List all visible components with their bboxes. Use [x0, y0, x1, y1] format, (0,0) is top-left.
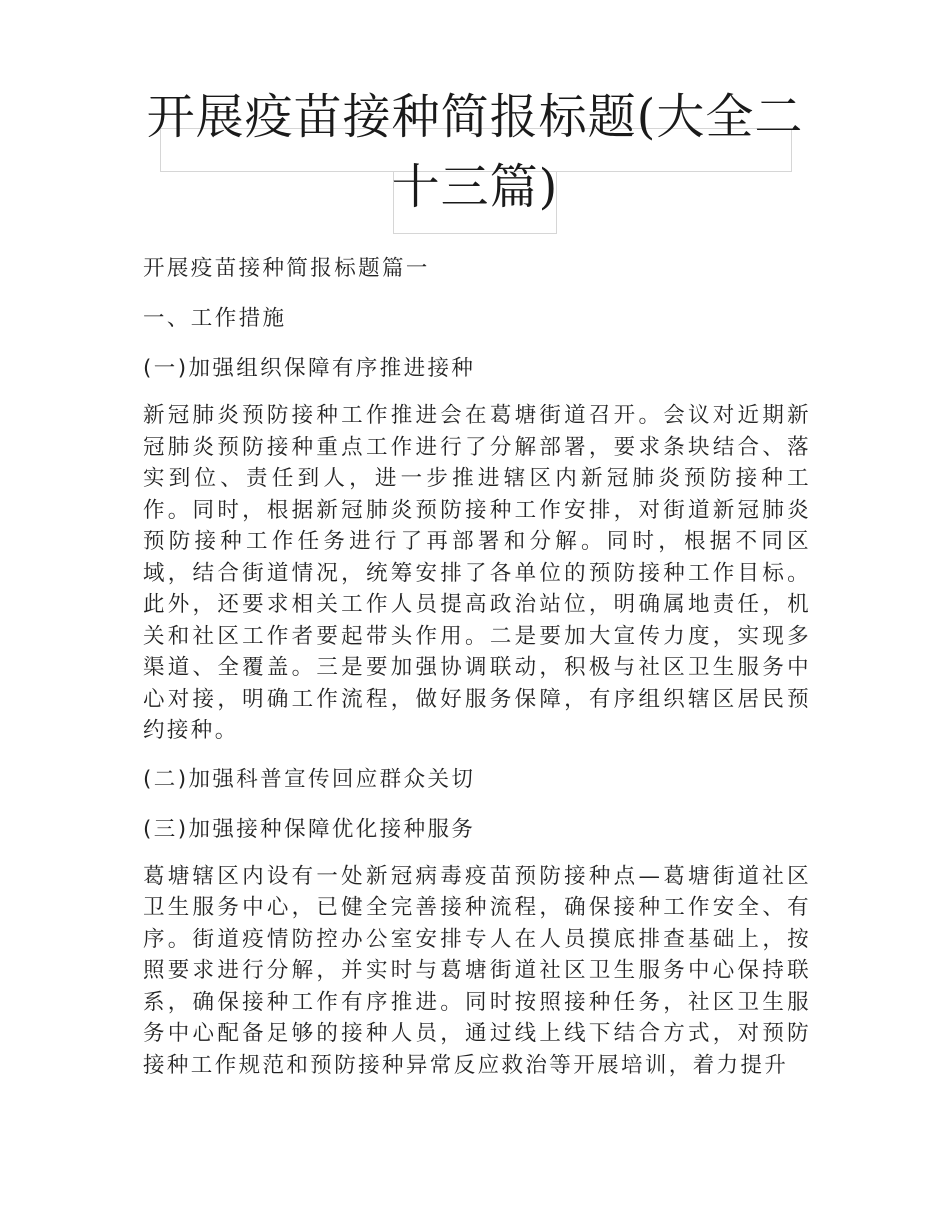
subsection-heading-1: (一)加强组织保障有序推进接种 — [143, 356, 476, 381]
title-line-1: 开展疫苗接种简报标题(大全二 — [146, 89, 804, 145]
section-heading-measures: 一、工作措施 — [143, 306, 287, 331]
article-heading: 开展疫苗接种简报标题篇一 — [143, 256, 430, 281]
document-title — [0, 82, 950, 222]
subsection-heading-2: (二)加强科普宣传回应群众关切 — [143, 766, 476, 792]
subsection-heading-3: (三)加强接种保障优化接种服务 — [143, 816, 476, 842]
paragraph-3: 葛塘辖区内设有一处新冠病毒疫苗预防接种点—葛塘街道社区卫生服务中心，已健全完善接种流程，确保接种工作安全、有序。街道疫情防控办公室安排专人在人员摸底排查基础上，按照要求进行分解，并实时与葛塘街道社区卫生服务中心保持联系，确保接种工作有序推进。同时按照接种任务，社区卫生服务中心配备足够的接种人员，通过线上线下结合方式，对预防接种工作规范和预防接种异常反应救治等开展培训，着力提升 — [143, 863, 811, 1078]
document-body — [143, 250, 811, 1095]
paragraph-1: 新冠肺炎预防接种工作推进会在葛塘街道召开。会议对近期新冠肺炎预防接种重点工作进行了分解部署，要求条块结合、落实到位、责任到人，进一步推进辖区内新冠肺炎预防接种工作。同时，根据新冠肺炎预防接种工作安排，对街道新冠肺炎预防接种工作任务进行了再部署和分解。同时，根据不同区域，结合街道情况，统筹安排了各单位的预防接种工作目标。此外，还要求相关工作人员提高政治站位，明确属地责任，机关和社区工作者要起带头作用。二是要加大宣传力度，实现多渠道、全覆盖。三是要加强协调联动，积极与社区卫生服务中心对接，明确工作流程，做好服务保障，有序组织辖区居民预约接种。 — [143, 403, 811, 743]
title-line-2: 十三篇) — [391, 159, 559, 215]
